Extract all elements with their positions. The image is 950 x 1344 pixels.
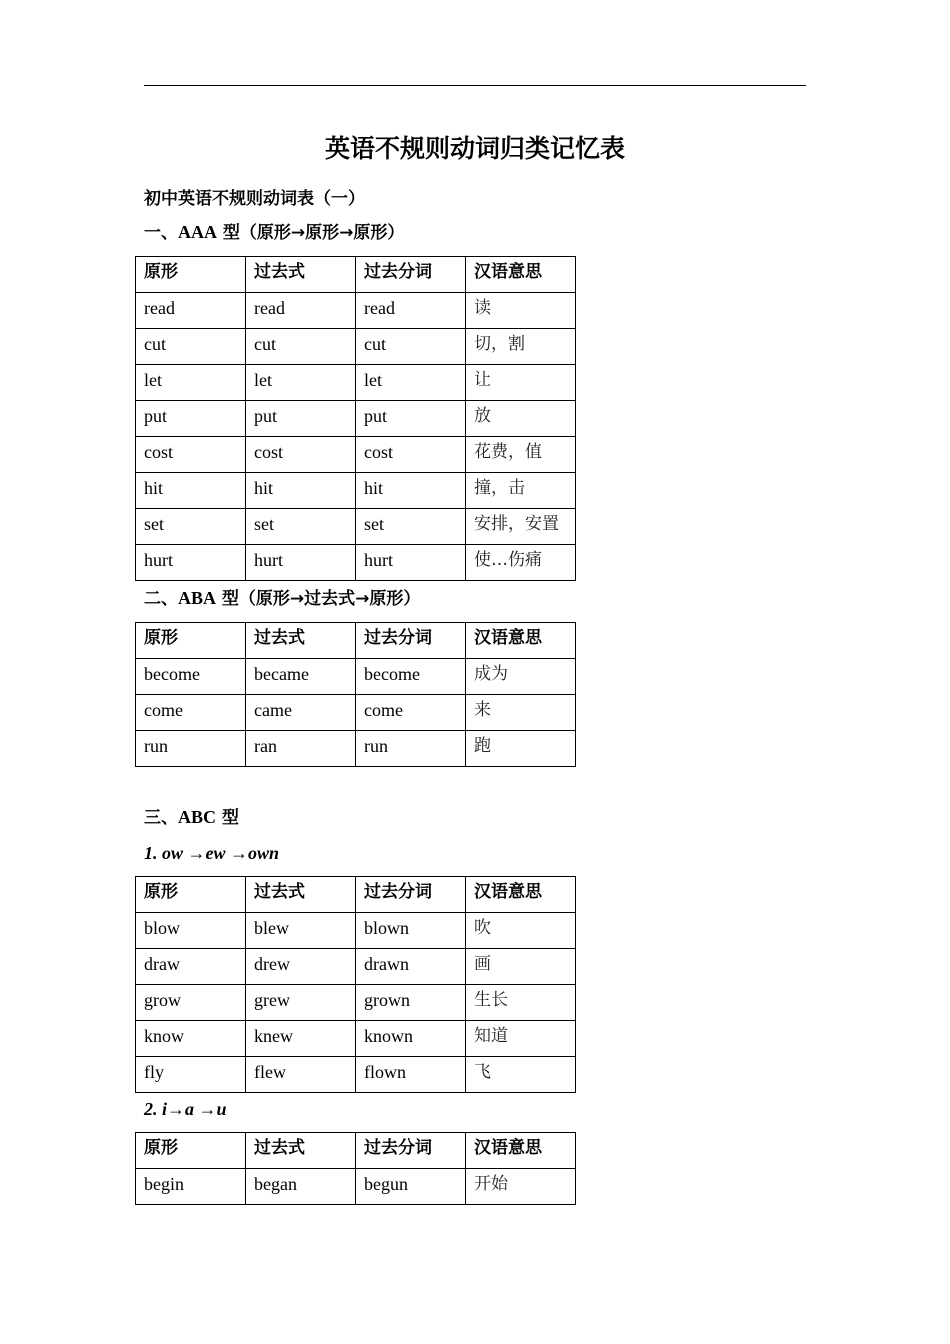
table-cell: cut: [356, 329, 466, 365]
table-cell: put: [136, 401, 246, 437]
column-header: 过去分词: [356, 257, 466, 293]
column-header: 汉语意思: [466, 1133, 576, 1169]
table-header-row: [136, 257, 576, 293]
table-cell: cut: [246, 329, 356, 365]
table-row: [136, 473, 576, 509]
table-cell: set: [356, 509, 466, 545]
table-cell: 开始: [466, 1169, 576, 1205]
column-header: 过去分词: [356, 623, 466, 659]
table-cell: 使…伤痛: [466, 545, 576, 581]
table-cell: began: [246, 1169, 356, 1205]
column-header: 过去式: [246, 257, 356, 293]
table-cell: 来: [466, 695, 576, 731]
section-abc-prefix: 三、: [144, 808, 178, 828]
table-cell: drawn: [356, 949, 466, 985]
table-cell: put: [246, 401, 356, 437]
table-cell: run: [356, 731, 466, 767]
table-cell: knew: [246, 1021, 356, 1057]
table-row: [136, 1021, 576, 1057]
table-cell: 撞，击: [466, 473, 576, 509]
column-header: 过去式: [246, 1133, 356, 1169]
table-cell: 安排，安置: [466, 509, 576, 545]
table-cell: set: [136, 509, 246, 545]
section-abc-sub1-heading: 1. ow →ew →own: [144, 843, 280, 863]
table-row: [136, 913, 576, 949]
table-row: [136, 293, 576, 329]
table-cell: cost: [246, 437, 356, 473]
verb-table-abc-i: [135, 1132, 576, 1205]
section-aaa-heading: [144, 220, 404, 245]
verb-table-aaa: [135, 256, 576, 581]
table-cell: become: [136, 659, 246, 695]
table-cell: blew: [246, 913, 356, 949]
table-cell: draw: [136, 949, 246, 985]
table-row: [136, 401, 576, 437]
column-header: 过去分词: [356, 1133, 466, 1169]
table-cell: became: [246, 659, 356, 695]
table-cell: hurt: [246, 545, 356, 581]
column-header: 原形: [136, 257, 246, 293]
table-row: [136, 695, 576, 731]
table-row: [136, 1057, 576, 1093]
column-header: 原形: [136, 1133, 246, 1169]
table-cell: blown: [356, 913, 466, 949]
section-abc-heading: [144, 805, 239, 830]
table-cell: let: [246, 365, 356, 401]
table-cell: 切，割: [466, 329, 576, 365]
table-row: [136, 365, 576, 401]
table-cell: hurt: [136, 545, 246, 581]
section-aaa-code: AAA: [178, 222, 217, 242]
table-cell: cut: [136, 329, 246, 365]
column-header: 原形: [136, 623, 246, 659]
document-subtitle: [144, 186, 365, 211]
table-cell: read: [356, 293, 466, 329]
table-row: [136, 659, 576, 695]
table-row: [136, 1169, 576, 1205]
table-cell: came: [246, 695, 356, 731]
table-row: [136, 949, 576, 985]
table-header-row: [136, 877, 576, 913]
table-row: [136, 545, 576, 581]
table-cell: hit: [356, 473, 466, 509]
table-cell: hit: [246, 473, 356, 509]
document-title: 英语不规则动词归类记忆表: [324, 134, 625, 163]
verb-table-abc-ow: [135, 876, 576, 1093]
table-cell: 画: [466, 949, 576, 985]
section-abc-suffix: 型: [216, 808, 239, 828]
table-cell: 花费，值: [466, 437, 576, 473]
column-header: 汉语意思: [466, 877, 576, 913]
table-cell: cost: [136, 437, 246, 473]
section-abc-sub2-heading: 2. i→a →u: [144, 1099, 227, 1119]
table-cell: drew: [246, 949, 356, 985]
table-cell: 跑: [466, 731, 576, 767]
verb-table-aba: [135, 622, 576, 767]
table-cell: known: [356, 1021, 466, 1057]
table-cell: hurt: [356, 545, 466, 581]
table-cell: flew: [246, 1057, 356, 1093]
table-cell: 知道: [466, 1021, 576, 1057]
column-header: 汉语意思: [466, 623, 576, 659]
section-aba-code: ABA: [178, 588, 217, 608]
table-cell: flown: [356, 1057, 466, 1093]
table-row: [136, 509, 576, 545]
table-cell: fly: [136, 1057, 246, 1093]
table-cell: come: [136, 695, 246, 731]
table-cell: hit: [136, 473, 246, 509]
table-cell: 读: [466, 293, 576, 329]
table-cell: begun: [356, 1169, 466, 1205]
section-aaa-prefix: 一、: [144, 223, 178, 243]
table-cell: come: [356, 695, 466, 731]
section-aba-suffix: 型（原形→过去式→原形）: [216, 589, 421, 609]
table-header-row: [136, 623, 576, 659]
table-cell: run: [136, 731, 246, 767]
table-cell: let: [136, 365, 246, 401]
table-cell: 成为: [466, 659, 576, 695]
table-cell: begin: [136, 1169, 246, 1205]
table-cell: set: [246, 509, 356, 545]
column-header: 原形: [136, 877, 246, 913]
column-header: 过去式: [246, 623, 356, 659]
table-cell: 吹: [466, 913, 576, 949]
header-rule: [144, 85, 806, 86]
table-cell: grow: [136, 985, 246, 1021]
table-cell: ran: [246, 731, 356, 767]
document-subtitle-text: 初中英语不规则动词表（一）: [144, 189, 365, 209]
table-cell: put: [356, 401, 466, 437]
table-cell: read: [246, 293, 356, 329]
section-abc-code: ABC: [178, 807, 217, 827]
table-cell: know: [136, 1021, 246, 1057]
column-header: 过去式: [246, 877, 356, 913]
table-cell: grew: [246, 985, 356, 1021]
table-row: [136, 731, 576, 767]
table-cell: 让: [466, 365, 576, 401]
section-aba-heading: [144, 586, 420, 611]
table-cell: let: [356, 365, 466, 401]
table-row: [136, 985, 576, 1021]
table-cell: grown: [356, 985, 466, 1021]
column-header: 汉语意思: [466, 257, 576, 293]
table-cell: cost: [356, 437, 466, 473]
section-aaa-suffix: 型（原形→原形→原形）: [217, 223, 405, 243]
table-row: [136, 329, 576, 365]
table-cell: read: [136, 293, 246, 329]
table-cell: 放: [466, 401, 576, 437]
table-cell: become: [356, 659, 466, 695]
table-row: [136, 437, 576, 473]
table-header-row: [136, 1133, 576, 1169]
column-header: 过去分词: [356, 877, 466, 913]
table-cell: blow: [136, 913, 246, 949]
section-aba-prefix: 二、: [144, 589, 178, 609]
table-cell: 飞: [466, 1057, 576, 1093]
table-cell: 生长: [466, 985, 576, 1021]
